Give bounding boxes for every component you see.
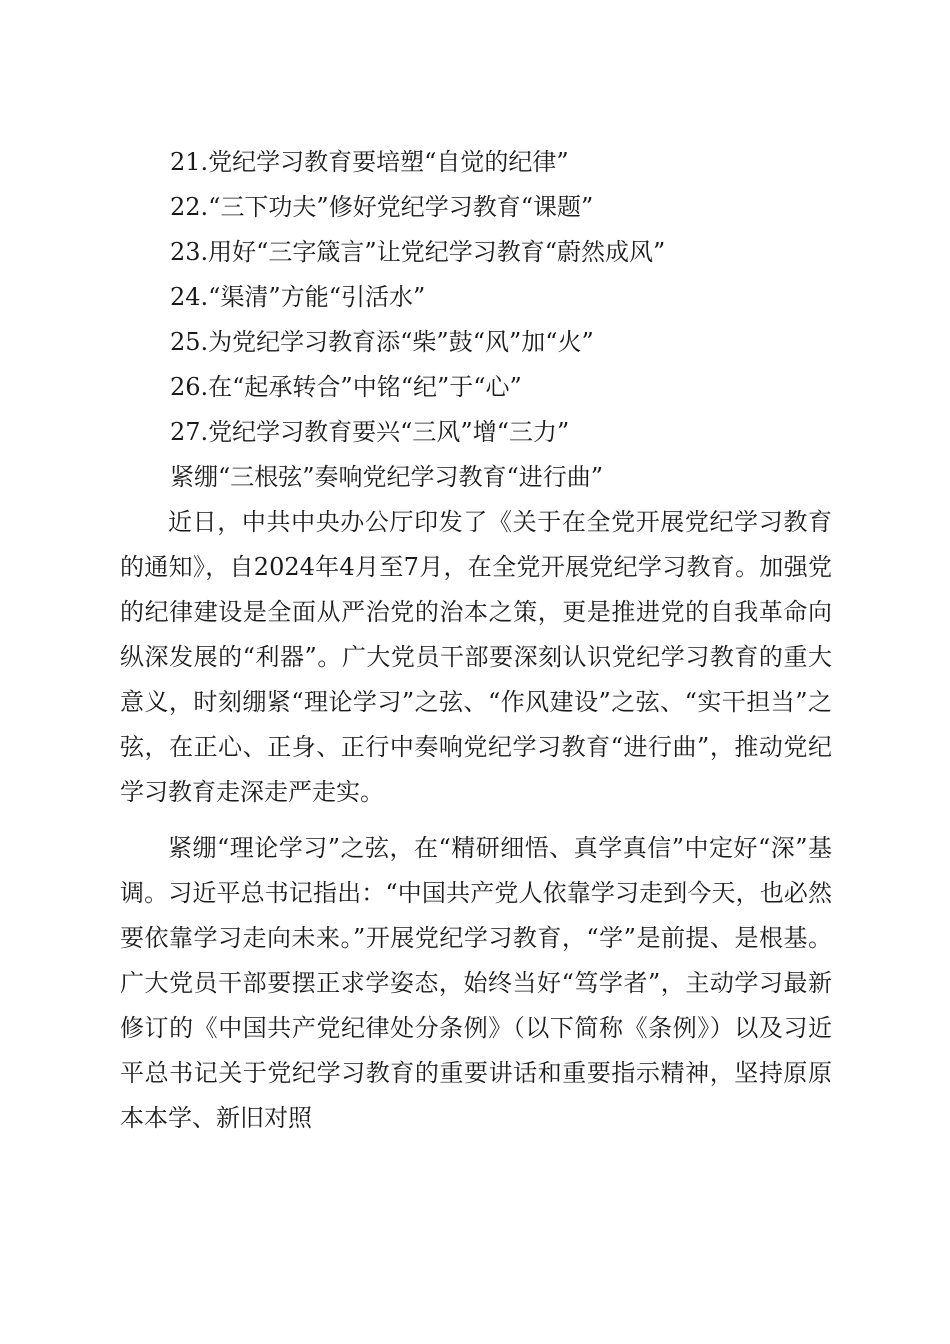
- list-item: 27.党纪学习教育要兴“三风”增“三力”: [170, 418, 570, 446]
- list-item: 25.为党纪学习教育添“柴”鼓“风”加“火”: [170, 328, 594, 356]
- article-body: [120, 500, 832, 1141]
- title-list: [170, 140, 870, 500]
- list-item: 23.用好“三字箴言”让党纪学习教育“蔚然成风”: [170, 238, 666, 266]
- list-item: 22.“三下功夫”修好党纪学习教育“课题”: [170, 193, 594, 221]
- list-item: 21.党纪学习教育要培塑“自觉的纪律”: [170, 148, 569, 176]
- list-item: 24.“渠清”方能“引活水”: [170, 283, 426, 311]
- list-item: 26.在“起承转合”中铭“纪”于“心”: [170, 373, 522, 401]
- body-paragraph: 近日，中共中央办公厅印发了《关于在全党开展党纪学习教育的通知》，自2024年4月至7月，在全党开展党纪学习教育。加强党的纪律建设是全面从严治党的治本之策，更是推进党的自我革命向纵深发展的“利器”。广大党员干部要深刻认识党纪学习教育的重大意义，时刻绷紧“理论学习”之弦、“作风建设”之弦、“实干担当”之弦，在正心、正身、正行中奏响党纪学习教育“进行曲”，推动党纪学习教育走深走严走实。: [120, 508, 832, 806]
- body-paragraph: 紧绷“理论学习”之弦，在“精研细悟、真学真信”中定好“深”基调。习近平总书记指出：“中国共产党人依靠学习走到今天，也必然要依靠学习走向未来。”开展党纪学习教育，“学”是前提、是根基。广大党员干部要摆正求学姿态，始终当好“笃学者”，主动学习最新修订的《中国共产党纪律处分条例》（以下简称《条例》）以及习近平总书记关于党纪学习教育的重要讲话和重要指示精神，坚持原原本本学、新旧对照: [120, 834, 832, 1132]
- article-title: 紧绷“三根弦”奏响党纪学习教育“进行曲”: [170, 463, 604, 491]
